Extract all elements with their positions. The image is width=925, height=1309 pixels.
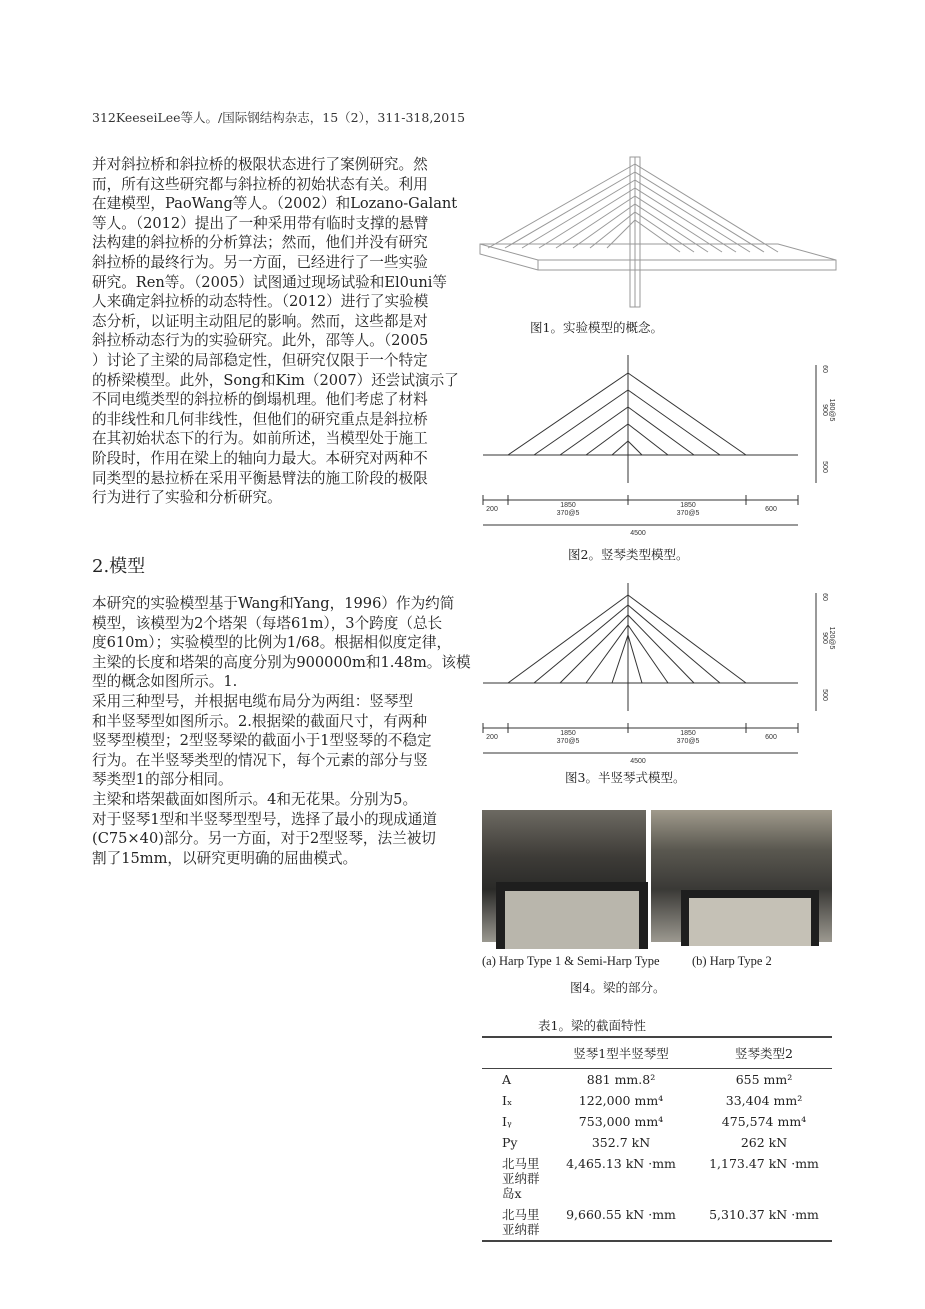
text-line: 对于竖琴1型和半竖琴型型号，选择了最小的现成通道 <box>92 810 437 828</box>
text-line: 斜拉桥动态行为的实验研究。此外，邵等人。（2005 <box>92 332 429 350</box>
cable <box>635 180 750 252</box>
text-line: 型的概念如图所示。1. <box>92 673 238 691</box>
table-header-harp1: 竖琴1型半竖琴型 <box>546 1037 696 1069</box>
cell-value: 655 mm² <box>735 1072 793 1087</box>
text-line: 并对斜拉桥和斜拉桥的极限状态进行了案例研究。然 <box>92 156 428 173</box>
figure-4b-label: (b) Harp Type 2 <box>692 954 772 968</box>
text-line: 竖琴型模型；2型竖琴梁的截面小于1型竖琴的不稳定 <box>92 732 432 750</box>
figure-4a-label: (a) Harp Type 1 & Semi-Harp Type <box>482 954 660 968</box>
cell-value: 262 kN <box>740 1135 788 1150</box>
figure-3-caption: 图3。半竖琴式模型。 <box>565 770 686 785</box>
dim-left: 200 <box>486 734 498 741</box>
text-line: 斜拉桥的最终行为。另一方面，已经进行了一些实验 <box>92 253 428 271</box>
dim-span: 1850 <box>560 502 576 509</box>
cable <box>628 407 694 455</box>
cable <box>522 180 635 248</box>
cable <box>612 635 628 683</box>
cable <box>505 172 635 248</box>
figure-2-harp-model <box>478 355 838 540</box>
dim-left: 200 <box>486 506 498 513</box>
paragraph-intro <box>92 155 459 508</box>
text-line: 态分析，以证明主动阻尼的影响。然而，这些都是对 <box>92 312 428 330</box>
dim-cable: 180@5 <box>828 398 835 422</box>
dim-height: 900 <box>821 632 828 644</box>
photo-harp-type-2-section <box>651 810 832 942</box>
figure-1-caption: 图1。实验模型的概念。 <box>530 320 663 335</box>
paragraph-sections <box>92 790 452 868</box>
table-row <box>482 1153 832 1204</box>
text-line: 而，所有这些研究都与斜拉桥的初始状态有关。利用 <box>92 175 428 193</box>
dim-top: 60 <box>821 365 828 373</box>
text-line: 和半竖琴型如图所示。2.根据梁的截面尺寸，有两种 <box>92 712 427 730</box>
cable <box>508 595 628 683</box>
table-row <box>482 1204 832 1241</box>
text-line: (C75×40)部分。另一方面，对于2型竖琴，法兰被切 <box>92 830 436 848</box>
dim-below: 500 <box>821 689 828 701</box>
cable <box>635 188 736 252</box>
cell-value: 5,310.37 kN ·mm <box>696 1204 832 1241</box>
table-row <box>482 1069 832 1091</box>
text-line: 行为进行了实验和分析研究。 <box>92 489 282 507</box>
table-row <box>482 1111 832 1132</box>
cable <box>508 373 628 455</box>
row-label: Iᵧ <box>502 1114 512 1129</box>
dim-span: 1850 <box>680 502 696 509</box>
text-line: 的桥梁模型。此外，Song和Kim（2007）还尝试演示了 <box>92 371 459 389</box>
dim-right: 600 <box>765 506 777 513</box>
cable <box>539 188 635 248</box>
text-line: 的非线性和几何非线性，但他们的研究重点是斜拉桥 <box>92 410 428 428</box>
cable <box>612 441 628 455</box>
text-line: 行为。在半竖琴类型的情况下，每个元素的部分与竖 <box>92 751 428 769</box>
cable <box>628 441 642 455</box>
cell-value: 33,404 mm² <box>725 1093 803 1108</box>
dim-spacing: 370@5 <box>556 510 580 517</box>
section-title: 2.模型 <box>92 556 146 577</box>
cell-value: 352.7 kN <box>591 1135 651 1150</box>
cable <box>628 605 720 683</box>
dim-height: 900 <box>821 404 828 416</box>
dim-spacing: 370@5 <box>556 738 580 745</box>
cell-value: 753,000 mm⁴ <box>578 1114 664 1129</box>
text-line: 本研究的实验模型基于Wang和Yang，1996）作为约简 <box>92 595 455 612</box>
figure-3-semi-harp-model <box>478 583 838 768</box>
row-label: Py <box>502 1135 518 1150</box>
cell-value: 881 mm.8² <box>586 1072 656 1087</box>
text-line: 阶段时，作用在梁上的轴向力最大。本研究对两种不 <box>92 449 428 467</box>
text-line: 同类型的悬拉桥在采用平衡悬臂法的施工阶段的极限 <box>92 469 428 487</box>
dim-cable: 120@5 <box>828 626 835 650</box>
table-header-harp2: 竖琴类型2 <box>696 1037 832 1069</box>
text-line: 度610m）；实验模型的比例为1/68。根据相似度定律， <box>92 634 452 652</box>
text-line: 人来确定斜拉桥的动态特性。（2012）进行了实验模 <box>92 293 429 311</box>
table-row <box>482 1132 832 1153</box>
dim-span: 1850 <box>560 730 576 737</box>
dim-span: 1850 <box>680 730 696 737</box>
cable <box>534 390 628 455</box>
dim-total: 4500 <box>630 758 646 765</box>
text-line: 在建模型，PaoWang等人。（2002）和Lozano-Galant <box>92 195 458 213</box>
running-header: 312KeeseiLee等人。/国际钢结构杂志，15（2），311-318,2015 <box>92 110 466 125</box>
row-label: A <box>502 1072 512 1087</box>
dim-right: 600 <box>765 734 777 741</box>
figure-2-caption: 图2。竖琴类型模型。 <box>568 547 689 562</box>
cable <box>488 164 635 248</box>
row-label: 北马里亚纳群 <box>482 1204 546 1241</box>
dim-spacing: 370@5 <box>676 738 700 745</box>
photo-harp-type-1-section <box>482 810 646 942</box>
cable <box>628 390 720 455</box>
paragraph-model <box>92 594 471 692</box>
figure-4-caption: 图4。梁的部分。 <box>570 980 666 995</box>
table-row <box>482 1090 832 1111</box>
text-line: 主梁和塔架截面如图所示。4和无花果。分别为5。 <box>92 791 418 808</box>
text-line: 在其初始状态下的行为。如前所述，当模型处于施工 <box>92 430 428 448</box>
cable <box>635 212 694 252</box>
text-line: 模型，该模型为2个塔架（每塔61m），3个跨度（总长 <box>92 614 443 632</box>
text-line: 割了15mm，以研究更明确的屈曲模式。 <box>92 849 358 867</box>
cell-value: 122,000 mm⁴ <box>578 1093 664 1108</box>
paragraph-types <box>92 692 452 790</box>
dim-spacing: 370@5 <box>676 510 700 517</box>
text-line: 琴类型1的部分相同。 <box>92 771 233 789</box>
table-header-blank <box>482 1037 546 1069</box>
text-line: 采用三种型号，并根据电缆布局分为两组：竖琴型 <box>92 693 414 710</box>
row-label: 北马里亚纳群岛x <box>502 1156 540 1201</box>
text-line: 主梁的长度和塔架的高度分别为900000m和1.48m。该模 <box>92 653 471 671</box>
section-properties-table <box>482 1036 832 1242</box>
dim-below: 500 <box>821 461 828 473</box>
cell-value: 1,173.47 kN ·mm <box>709 1156 819 1171</box>
text-line: 研究。Ren等。（2005）试图通过现场试验和El0uni等 <box>92 273 448 291</box>
text-line: ）讨论了主梁的局部稳定性，但研究仅限于一个特定 <box>92 351 428 369</box>
row-label: Iₓ <box>502 1093 513 1108</box>
cable <box>573 204 635 248</box>
cell-value: 4,465.13 kN ·mm <box>566 1156 676 1171</box>
text-line: 等人。（2012）提出了一种采用带有临时支撑的悬臂 <box>92 214 429 232</box>
dim-total: 4500 <box>630 530 646 537</box>
cell-value: 475,574 mm⁴ <box>721 1114 807 1129</box>
table-1-caption: 表1。梁的截面特性 <box>538 1018 646 1033</box>
cable <box>628 424 668 455</box>
text-line: 不同电缆类型的斜拉桥的倒塌机理。他们考虑了材料 <box>92 391 428 409</box>
dim-top: 60 <box>821 593 828 601</box>
cable <box>628 595 746 683</box>
cable <box>586 424 628 455</box>
cable <box>628 373 746 455</box>
cable <box>635 220 680 252</box>
cable <box>635 172 764 252</box>
figure-1-concept-model <box>478 152 838 312</box>
cell-value: 9,660.55 kN ·mm <box>546 1204 696 1241</box>
text-line: 法构建的斜拉桥的分析算法；然而，他们并没有研究 <box>92 234 428 252</box>
cable <box>635 164 778 252</box>
